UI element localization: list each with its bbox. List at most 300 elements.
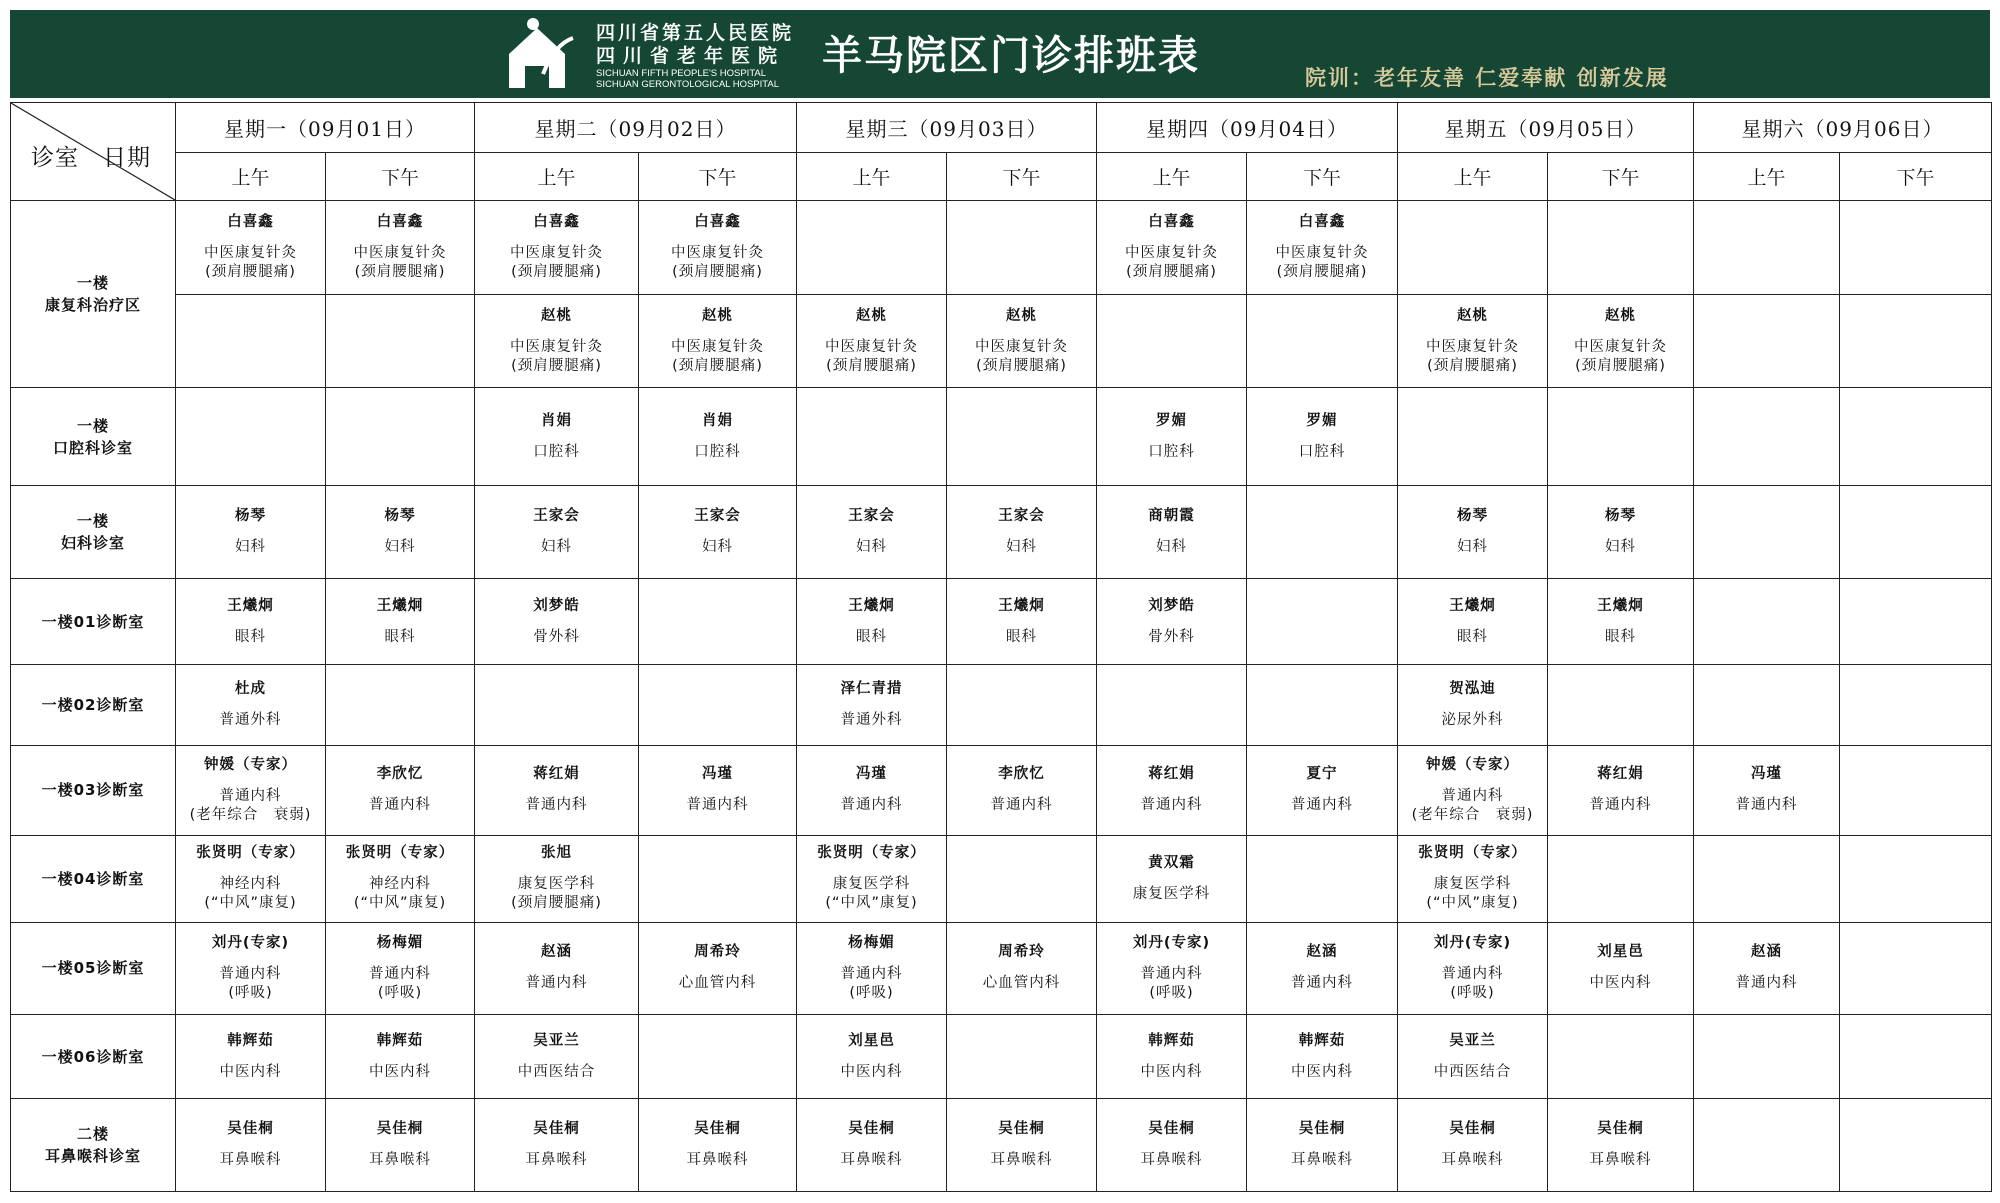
department-line: 心血管内科 bbox=[982, 975, 1061, 992]
department bbox=[702, 538, 733, 557]
schedule-cell bbox=[1247, 836, 1398, 922]
department-line: 普通内科 bbox=[1140, 797, 1203, 814]
shift-entry bbox=[1398, 934, 1547, 1003]
schedule-cell bbox=[947, 486, 1097, 578]
doctor-name: 张贤明（专家） bbox=[817, 845, 926, 862]
shift-entry bbox=[947, 943, 1096, 993]
shift-entry bbox=[176, 844, 325, 913]
room-label bbox=[11, 387, 176, 485]
room-label bbox=[11, 578, 176, 664]
doctor-name: 张旭 bbox=[541, 845, 572, 862]
department bbox=[856, 628, 887, 647]
department-line: 普通内科 bbox=[1291, 797, 1353, 814]
schedule-cell bbox=[797, 578, 947, 664]
hospital-logo-icon bbox=[503, 16, 579, 92]
hospital-en-1: SICHUAN FIFTH PEOPLE'S HOSPITAL bbox=[596, 68, 767, 79]
shift-entry bbox=[326, 507, 474, 557]
department bbox=[975, 338, 1068, 376]
department-line: 耳鼻喉科 bbox=[686, 1152, 749, 1169]
schedule-cell bbox=[1398, 578, 1548, 664]
table-row bbox=[11, 578, 1992, 664]
shift-entry bbox=[326, 934, 474, 1003]
schedule-cell bbox=[326, 295, 475, 387]
shift-entry bbox=[947, 765, 1096, 815]
shift-entry bbox=[475, 1032, 638, 1082]
schedule-cell bbox=[176, 1015, 326, 1099]
shift-entry bbox=[639, 412, 796, 462]
department-line: (老年综合 衰弱) bbox=[1411, 806, 1534, 823]
schedule-cell bbox=[176, 665, 326, 745]
doctor-name: 白喜鑫 bbox=[376, 214, 424, 231]
room-label bbox=[11, 665, 176, 745]
department-line: 中医康复针灸 bbox=[510, 245, 603, 262]
schedule-cell bbox=[1097, 486, 1247, 578]
doctor-name: 白喜鑫 bbox=[533, 214, 580, 231]
shift-entry bbox=[1097, 412, 1246, 462]
department bbox=[518, 1063, 596, 1082]
schedule-cell bbox=[1398, 745, 1548, 835]
doctor-name: 蒋红娟 bbox=[1148, 766, 1195, 783]
schedule-cell bbox=[797, 665, 947, 745]
doctor-name: 赵涵 bbox=[541, 944, 572, 961]
department bbox=[1412, 787, 1534, 825]
doctor-name: 白喜鑫 bbox=[1298, 214, 1346, 231]
hospital-names bbox=[596, 22, 801, 90]
shift-entry bbox=[1398, 307, 1547, 376]
shift-entry bbox=[797, 1120, 946, 1170]
room-label-line: 一楼03诊断室 bbox=[41, 781, 145, 800]
room-label bbox=[11, 201, 176, 388]
department bbox=[235, 628, 266, 647]
department-line: 普通内科 bbox=[1441, 787, 1504, 804]
department-line: 中医康复针灸 bbox=[204, 245, 297, 262]
schedule-cell bbox=[176, 295, 326, 387]
department bbox=[533, 443, 580, 462]
department-line: 普通内科 bbox=[525, 797, 588, 814]
room-label bbox=[11, 745, 176, 835]
department bbox=[220, 711, 282, 730]
schedule-cell bbox=[1548, 578, 1694, 664]
shift-entry bbox=[797, 934, 946, 1003]
schedule-cell bbox=[947, 1099, 1097, 1192]
schedule-cell bbox=[1694, 922, 1840, 1014]
shift-entry bbox=[1398, 680, 1547, 730]
table-row bbox=[11, 1099, 1992, 1192]
schedule-cell bbox=[639, 387, 797, 485]
schedule-cell bbox=[1548, 201, 1694, 295]
department-line: 妇科 bbox=[1605, 539, 1636, 556]
room-label-line: 一楼04诊断室 bbox=[41, 869, 145, 888]
department-line: (“中风”康复) bbox=[1426, 895, 1519, 912]
department-line: 中医康复针灸 bbox=[1426, 338, 1519, 355]
doctor-name: 刘丹(专家) bbox=[211, 934, 290, 951]
schedule-cell bbox=[176, 578, 326, 664]
shift-entry bbox=[176, 756, 325, 825]
schedule-cell bbox=[797, 295, 947, 387]
schedule-cell bbox=[1247, 745, 1398, 835]
department bbox=[1605, 538, 1636, 557]
hospital-motto: 院训：老年友善 仁爱奉献 创新发展 bbox=[1305, 65, 1669, 90]
shift-entry bbox=[947, 307, 1096, 376]
department bbox=[1434, 1063, 1512, 1082]
department-line: 口腔科 bbox=[533, 443, 580, 460]
doctor-name: 冯瑾 bbox=[856, 766, 887, 783]
shift-entry bbox=[1097, 854, 1246, 904]
department-line: 中医康复针灸 bbox=[671, 338, 764, 355]
department-line: 中医康复针灸 bbox=[1125, 245, 1218, 262]
morning-header: 上午 bbox=[1097, 153, 1247, 201]
schedule-cell bbox=[639, 836, 797, 922]
doctor-name: 周希玲 bbox=[694, 944, 741, 961]
shift-entry bbox=[475, 412, 638, 462]
room-label-line: 一楼 bbox=[76, 273, 109, 292]
schedule-cell bbox=[639, 578, 797, 664]
department bbox=[533, 628, 580, 647]
doctor-name: 吴佳桐 bbox=[694, 1121, 741, 1138]
shift-entry bbox=[326, 597, 474, 647]
shift-entry bbox=[1097, 1032, 1246, 1082]
doctor-name: 刘星邑 bbox=[1597, 944, 1644, 961]
department-line: 耳鼻喉科 bbox=[219, 1152, 282, 1169]
doctor-name: 赵桃 bbox=[1457, 307, 1488, 324]
schedule-cell bbox=[1840, 387, 1992, 485]
department-line: (颈肩腰腿痛) bbox=[672, 264, 763, 281]
schedule-cell bbox=[1398, 201, 1548, 295]
room-label-line: 二楼 bbox=[76, 1125, 109, 1144]
day-header: 星期三（09月03日） bbox=[797, 103, 1097, 153]
schedule-cell bbox=[1548, 1099, 1694, 1192]
department-line: 普通内科 bbox=[219, 965, 282, 982]
department-line: 妇科 bbox=[384, 539, 416, 556]
schedule-cell bbox=[1548, 295, 1694, 387]
schedule-cell bbox=[1097, 745, 1247, 835]
table-row bbox=[11, 922, 1992, 1014]
schedule-cell bbox=[1694, 1099, 1840, 1192]
doctor-name: 韩辉茹 bbox=[1148, 1032, 1195, 1049]
doctor-name: 杜成 bbox=[235, 680, 266, 697]
schedule-cell bbox=[1840, 745, 1992, 835]
department-line: 普通内科 bbox=[1140, 965, 1203, 982]
schedule-cell bbox=[326, 836, 475, 922]
department-line: 口腔科 bbox=[694, 443, 741, 460]
doctor-name: 张贤明（专家） bbox=[1418, 845, 1527, 862]
department-line: 中医内科 bbox=[369, 1063, 431, 1080]
schedule-cell bbox=[1548, 836, 1694, 922]
shift-entry bbox=[797, 307, 946, 376]
schedule-cell bbox=[176, 387, 326, 485]
doctor-name: 泽仁青措 bbox=[840, 680, 903, 697]
department-line: 骨外科 bbox=[1148, 628, 1195, 645]
doctor-name: 吴亚兰 bbox=[1449, 1032, 1496, 1049]
schedule-cell bbox=[176, 1099, 326, 1192]
schedule-cell bbox=[326, 1099, 475, 1192]
doctor-name: 王爔炯 bbox=[1597, 597, 1644, 614]
doctor-name: 王爔炯 bbox=[848, 597, 895, 614]
table-row bbox=[11, 201, 1992, 295]
schedule-table bbox=[10, 102, 1992, 1192]
shift-entry bbox=[1247, 1120, 1397, 1170]
doctor-name: 王爔炯 bbox=[998, 597, 1045, 614]
shift-entry bbox=[797, 765, 946, 815]
schedule-cell bbox=[176, 745, 326, 835]
shift-entry bbox=[797, 1032, 946, 1082]
department-line: 口腔科 bbox=[1298, 443, 1346, 460]
shift-entry bbox=[176, 934, 325, 1003]
department bbox=[220, 1063, 282, 1082]
shift-entry bbox=[797, 597, 946, 647]
schedule-cell bbox=[1548, 486, 1694, 578]
shift-entry bbox=[475, 765, 638, 815]
shift-entry bbox=[1398, 597, 1547, 647]
department bbox=[354, 244, 447, 282]
doctor-name: 肖娟 bbox=[541, 412, 572, 429]
schedule-cell bbox=[797, 1015, 947, 1099]
department-line: 康复医学科 bbox=[1132, 885, 1211, 902]
shift-entry bbox=[1247, 412, 1397, 462]
department-line: (颈肩腰腿痛) bbox=[511, 264, 602, 281]
header-banner bbox=[10, 10, 1990, 98]
department bbox=[694, 443, 741, 462]
schedule-cell bbox=[1398, 387, 1548, 485]
department bbox=[220, 1151, 282, 1170]
department-line: 口腔科 bbox=[1148, 443, 1195, 460]
schedule-cell bbox=[797, 922, 947, 1014]
department bbox=[983, 974, 1061, 993]
department-line: 中医康复针灸 bbox=[510, 338, 603, 355]
room-label bbox=[11, 1099, 176, 1192]
doctor-name: 杨琴 bbox=[1605, 508, 1636, 525]
doctor-name: 吴亚兰 bbox=[533, 1032, 580, 1049]
schedule-cell bbox=[1247, 295, 1398, 387]
department bbox=[1457, 628, 1488, 647]
doctor-name: 王爔炯 bbox=[1449, 597, 1496, 614]
schedule-cell bbox=[1840, 1099, 1992, 1192]
department-line: 眼科 bbox=[1006, 628, 1037, 645]
doctor-name: 杨琴 bbox=[1457, 508, 1488, 525]
department bbox=[991, 1151, 1053, 1170]
department-line: 神经内科 bbox=[219, 876, 282, 893]
schedule-cell bbox=[475, 578, 639, 664]
shift-entry bbox=[1398, 844, 1547, 913]
shift-entry bbox=[639, 213, 796, 282]
shift-entry bbox=[1548, 597, 1693, 647]
schedule-cell bbox=[1398, 486, 1548, 578]
room-label-line: 康复科治疗区 bbox=[44, 295, 141, 314]
shift-entry bbox=[1097, 597, 1246, 647]
doctor-name: 贺泓迪 bbox=[1449, 680, 1496, 697]
hospital-name-2: 四川省老年医院 bbox=[596, 45, 786, 67]
schedule-cell bbox=[1097, 665, 1247, 745]
doctor-name: 张贤明（专家） bbox=[196, 845, 305, 862]
schedule-cell bbox=[1694, 665, 1840, 745]
department bbox=[1291, 974, 1353, 993]
shift-entry bbox=[797, 507, 946, 557]
schedule-cell bbox=[1840, 578, 1992, 664]
department-line: 普通内科 bbox=[1441, 965, 1504, 982]
schedule-cell bbox=[176, 836, 326, 922]
shift-entry bbox=[176, 213, 325, 282]
shift-entry bbox=[797, 844, 946, 913]
doctor-name: 吴佳桐 bbox=[1148, 1121, 1195, 1138]
room-label bbox=[11, 836, 176, 922]
shift-entry bbox=[326, 844, 474, 913]
department bbox=[526, 1151, 588, 1170]
department-line: 中医康复针灸 bbox=[1574, 338, 1667, 355]
department bbox=[1148, 628, 1195, 647]
afternoon-header: 下午 bbox=[1840, 153, 1992, 201]
doctor-name: 王家会 bbox=[694, 508, 741, 525]
department-line: 中医内科 bbox=[840, 1063, 903, 1080]
schedule-cell bbox=[1247, 1015, 1398, 1099]
day-header: 星期二（09月02日） bbox=[475, 103, 797, 153]
shift-entry bbox=[475, 1120, 638, 1170]
schedule-cell bbox=[326, 387, 475, 485]
department bbox=[1156, 538, 1187, 557]
schedule-cell bbox=[1694, 745, 1840, 835]
doctor-name: 吴佳桐 bbox=[1597, 1121, 1644, 1138]
department bbox=[1148, 443, 1195, 462]
department-line: 中西医结合 bbox=[517, 1063, 596, 1080]
table-row bbox=[11, 836, 1992, 922]
schedule-cell bbox=[1398, 665, 1548, 745]
schedule-cell bbox=[176, 201, 326, 295]
schedule-cell bbox=[475, 922, 639, 1014]
doctor-name: 周希玲 bbox=[998, 944, 1045, 961]
department bbox=[369, 1063, 431, 1082]
room-label-line: 一楼06诊断室 bbox=[41, 1047, 145, 1066]
corner-label: 诊室 日期 bbox=[31, 145, 151, 171]
schedule-cell bbox=[1548, 1015, 1694, 1099]
department-line: (颈肩腰腿痛) bbox=[205, 264, 296, 281]
department-line: 普通内科 bbox=[525, 975, 588, 992]
schedule-cell bbox=[1694, 1015, 1840, 1099]
schedule-cell bbox=[326, 745, 475, 835]
department bbox=[385, 628, 416, 647]
department-line: 普通内科 bbox=[1291, 975, 1353, 992]
department bbox=[1141, 1151, 1203, 1170]
department-line: (老年综合 衰弱) bbox=[189, 806, 312, 823]
room-label-line: 一楼 bbox=[76, 416, 109, 435]
department-line: 中医内科 bbox=[1291, 1063, 1353, 1080]
schedule-cell bbox=[797, 1099, 947, 1192]
doctor-name: 张贤明（专家） bbox=[345, 845, 455, 862]
shift-entry bbox=[475, 213, 638, 282]
department bbox=[369, 796, 431, 815]
schedule-cell bbox=[797, 836, 947, 922]
schedule-cell bbox=[1097, 295, 1247, 387]
shift-entry bbox=[1097, 213, 1246, 282]
doctor-name: 刘星邑 bbox=[848, 1032, 895, 1049]
department bbox=[385, 538, 416, 557]
schedule-cell bbox=[1247, 387, 1398, 485]
doctor-name: 赵桃 bbox=[1006, 307, 1037, 324]
department-line: 耳鼻喉科 bbox=[840, 1152, 903, 1169]
doctor-name: 刘梦皓 bbox=[1148, 597, 1195, 614]
schedule-cell bbox=[797, 387, 947, 485]
schedule-cell bbox=[1548, 387, 1694, 485]
department-line: 中医康复针灸 bbox=[1275, 245, 1369, 262]
department bbox=[541, 538, 572, 557]
shift-entry bbox=[1694, 765, 1839, 815]
hospital-name-1: 四川省第五人民医院 bbox=[596, 22, 795, 44]
doctor-name: 吴佳桐 bbox=[376, 1121, 424, 1138]
schedule-cell bbox=[1840, 486, 1992, 578]
day-header: 星期六（09月06日） bbox=[1694, 103, 1992, 153]
department-line: 妇科 bbox=[856, 539, 887, 556]
schedule-cell bbox=[639, 486, 797, 578]
doctor-name: 王爔炯 bbox=[227, 597, 274, 614]
shift-entry bbox=[326, 1032, 474, 1082]
doctor-name: 吴佳桐 bbox=[1449, 1121, 1496, 1138]
schedule-cell bbox=[1097, 922, 1247, 1014]
department bbox=[1141, 1063, 1203, 1082]
schedule-cell bbox=[1694, 387, 1840, 485]
schedule-cell bbox=[1247, 665, 1398, 745]
department bbox=[1141, 965, 1203, 1003]
doctor-name: 赵桃 bbox=[541, 307, 572, 324]
doctor-name: 吴佳桐 bbox=[848, 1121, 895, 1138]
department bbox=[1426, 875, 1518, 913]
schedule-cell bbox=[1097, 1015, 1247, 1099]
schedule-cell bbox=[326, 665, 475, 745]
doctor-name: 吴佳桐 bbox=[998, 1121, 1045, 1138]
schedule-cell bbox=[326, 486, 475, 578]
doctor-name: 赵桃 bbox=[702, 307, 733, 324]
schedule-cell bbox=[797, 486, 947, 578]
department bbox=[1442, 965, 1504, 1003]
department-line: 眼科 bbox=[1605, 628, 1636, 645]
doctor-name: 赵涵 bbox=[1306, 944, 1338, 961]
room-label-line: 口腔科诊室 bbox=[52, 438, 133, 457]
department-line: 耳鼻喉科 bbox=[990, 1152, 1053, 1169]
schedule-cell bbox=[1840, 836, 1992, 922]
department bbox=[204, 244, 297, 282]
department bbox=[511, 875, 602, 913]
department-line: 普通内科 bbox=[990, 797, 1053, 814]
afternoon-header: 下午 bbox=[1548, 153, 1694, 201]
schedule-cell bbox=[639, 665, 797, 745]
afternoon-header: 下午 bbox=[1247, 153, 1398, 201]
schedule-cell bbox=[1548, 745, 1694, 835]
doctor-name: 杨梅媚 bbox=[848, 934, 895, 951]
department bbox=[1426, 338, 1519, 376]
table-row bbox=[11, 665, 1992, 745]
shift-entry bbox=[326, 765, 474, 815]
schedule-cell bbox=[1097, 836, 1247, 922]
department bbox=[1590, 974, 1652, 993]
schedule-cell bbox=[1247, 486, 1398, 578]
department-line: 中医内科 bbox=[219, 1063, 282, 1080]
department bbox=[235, 538, 266, 557]
afternoon-header: 下午 bbox=[326, 153, 475, 201]
day-header: 星期一（09月01日） bbox=[176, 103, 475, 153]
schedule-cell bbox=[639, 1099, 797, 1192]
department bbox=[1006, 538, 1037, 557]
department-line: (呼吸) bbox=[849, 984, 894, 1001]
schedule-cell bbox=[947, 836, 1097, 922]
schedule-cell bbox=[1398, 1015, 1548, 1099]
department bbox=[1291, 1063, 1353, 1082]
schedule-cell bbox=[947, 295, 1097, 387]
department bbox=[1291, 796, 1353, 815]
schedule-cell bbox=[947, 1015, 1097, 1099]
day-header: 星期五（09月05日） bbox=[1398, 103, 1694, 153]
doctor-name: 夏宁 bbox=[1306, 766, 1338, 783]
department-line: 妇科 bbox=[1457, 539, 1488, 556]
department-line: (呼吸) bbox=[228, 984, 273, 1001]
schedule-cell bbox=[1398, 836, 1548, 922]
afternoon-header: 下午 bbox=[947, 153, 1097, 201]
